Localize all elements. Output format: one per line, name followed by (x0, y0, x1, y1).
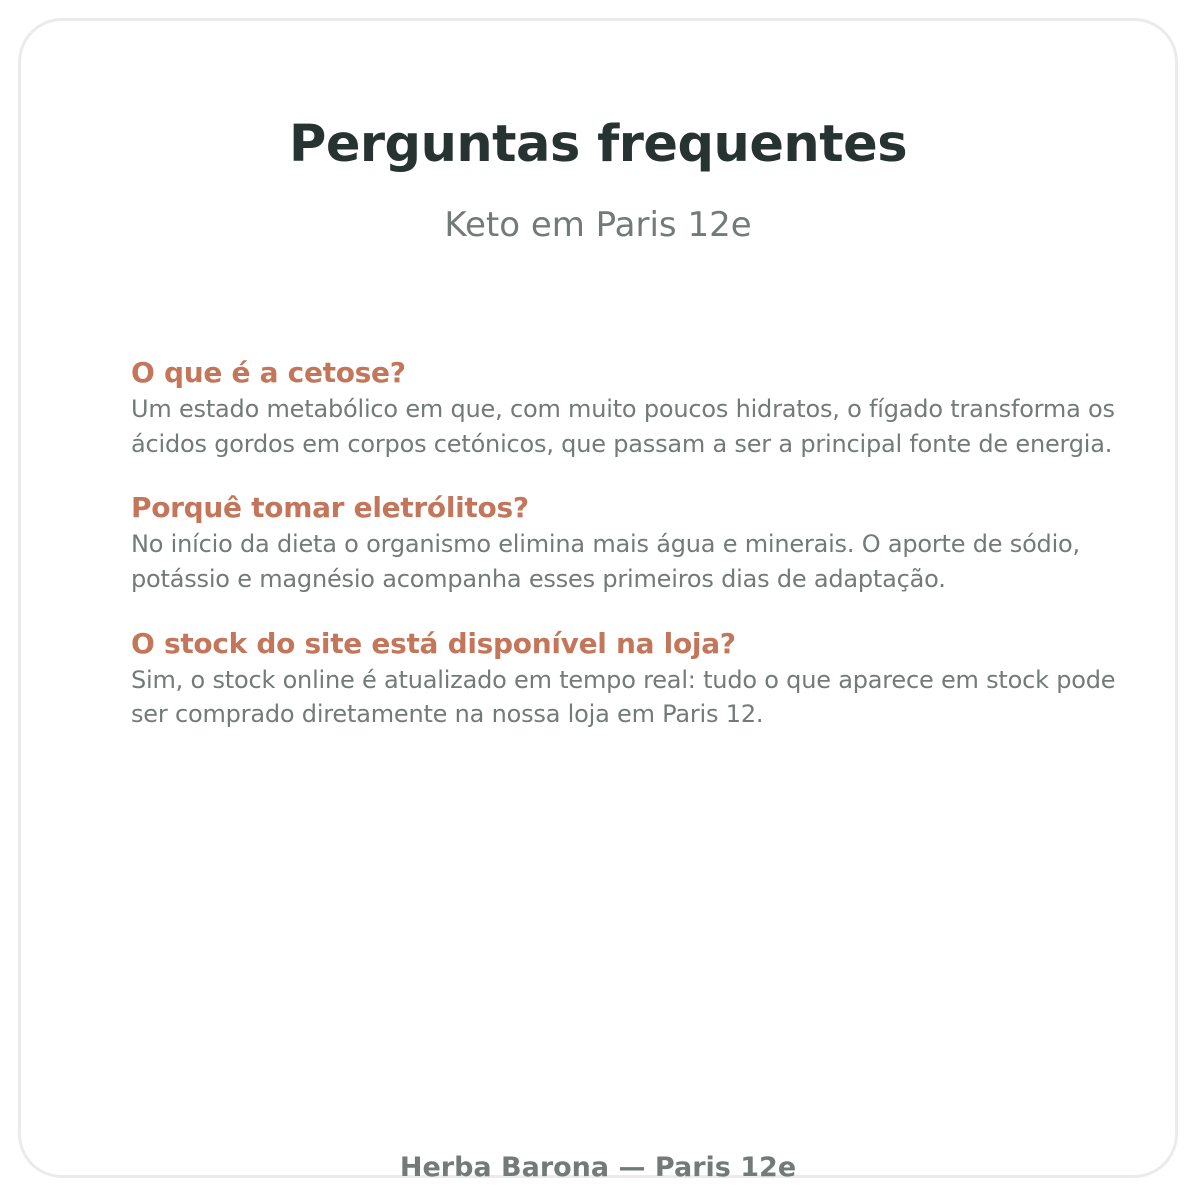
faq-item-eletrolitos (131, 489, 1121, 596)
faq-list (131, 354, 1121, 760)
faq-question: O que é a cetose? (131, 356, 406, 389)
faq-question: O stock do site está disponível na loja? (131, 626, 736, 660)
faq-answer: Sim, o stock online é atualizado em tempo real: tudo o que aparece em stock pode ser comprado diretamente na nossa loja em Paris 12. (131, 665, 1116, 729)
page-title: Perguntas frequentes (288, 115, 908, 174)
page-subtitle: Keto em Paris 12e (444, 205, 752, 245)
faq-item-stock (131, 625, 1121, 732)
faq-question: Porquê tomar eletrólitos? (131, 491, 529, 525)
faq-card (18, 18, 1178, 1183)
faq-item-cetose (131, 354, 1121, 461)
faq-answer: No início da dieta o organismo elimina mais água e minerais. O aporte de sódio, potássio e magnésio acompanha esses primeiros dias de adaptação. (131, 530, 1080, 593)
footer-brand: Herba Barona — Paris 12e (399, 1152, 797, 1183)
faq-answer: Um estado metabólico em que, com muito poucos hidratos, o fígado transforma os ácidos gordos em corpos cetónicos, que passam a ser a principal fonte de energia. (131, 394, 1115, 458)
